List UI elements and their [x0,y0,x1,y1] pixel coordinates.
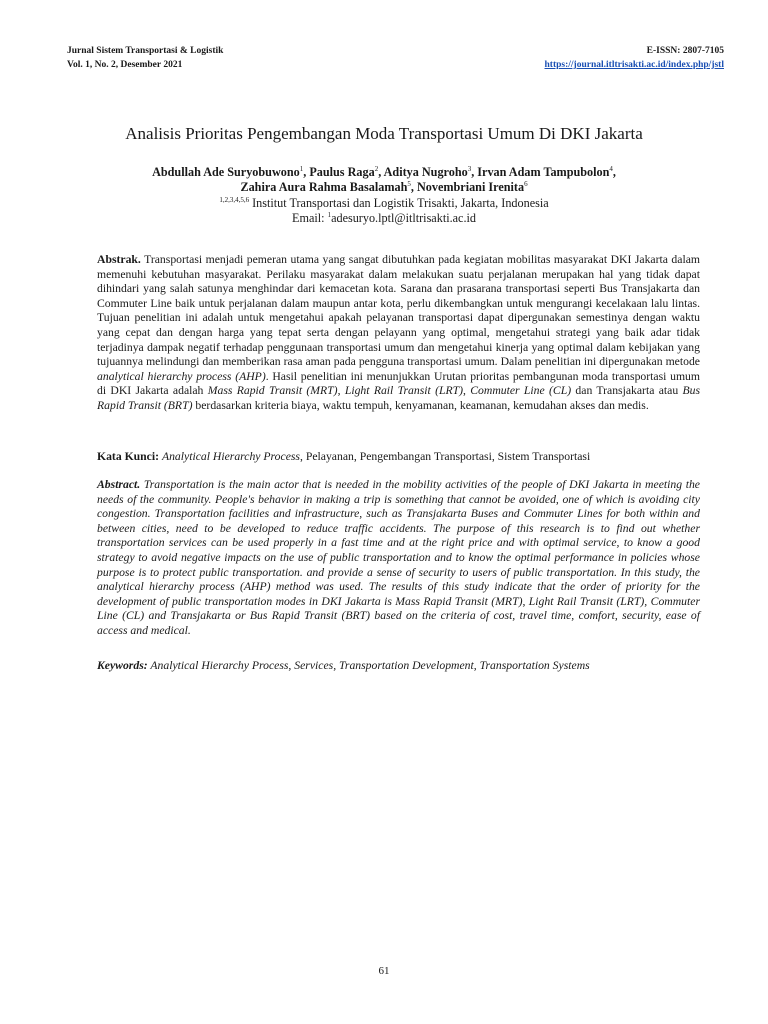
author-sup: 1 [299,165,304,173]
author-sup: 5 [407,180,411,188]
abstrak-text: . Hasil penelitian ini menunjukkan Urutan prioritas pembangunan moda transportasi umum di DKI Jakarta adalah [97,369,700,398]
author-name: Novembriani Irenita [416,180,525,194]
keywords-english [97,659,700,674]
email-label: Email: [292,211,328,225]
abstract-text: Transportation is the main actor that is needed in the mobility activities of the people of DKI Jakarta in meeting the needs of the community. People's behavior in making a trip is something that cannot be avoided, one of which is avoiding city congestion. Transportation facilities and infrastructure, such as Transjakarta Buses and Commuter Lines for both within and between cities, need to be developed to reduce traffic accidents. The purpose of this research is to find out whether transportation services can be used properly in a fast time and at the right price and with optimal service, to know a good strategy to avoid negative impacts on the use of public transportation and to know the optimal performance in policies whose purpose is to protect public transportation. and provide a sense of security to users of public transportation. In this study, the analytical hierarchy process (AHP) method was used. The results of this study indicate that the order of priority for the development of public transportation modes in DKI Jakarta is Mass Rapid Transit (MRT), Light Rail Transit (LRT), Commuter Line (CL) and Transjakarta or Bus Rapid Transit (BRT) based on the criteria of cost, travel time, comfort, security, ease of access and medical. [97,478,700,637]
abstrak-cl-term: Commuter Line (CL) [470,384,572,398]
author-email[interactable]: adesuryo.lptl@itltrisakti.ac.id [331,211,476,225]
abstrak-lrt-term: Light Rail Transit (LRT) [344,384,463,398]
journal-volume: Vol. 1, No. 2, Desember 2021 [67,60,183,70]
abstract-english [97,478,700,639]
abstrak-text: Transportasi menjadi pemeran utama yang sangat dibutuhkan pada kegiatan mobilitas masyarakat DKI Jakarta dalam memenuhi kebutuhan masyarakat. Perilaku masyarakat dalam melakukan suatu perjalanan merupakan hal yang tidak dapat dihindari yang salah satunya menghindar dari kemacetan kota. Sarana dan prasarana transportasi seperti Bus Transjakarta dan Commuter Line baik untuk perjalanan dalam maupun antar kota, perlu dikembangkan untuk mengurangi kecelakaan lalu lintas. Tujuan penelitian ini adalah untuk mengetahui apakah pelayanan transportasi dapat dipergunakan semestinya dengan waktu yang cepat dan dengan harga yang tepat serta dengan pelayann yang optimal, mengetahui strategi yang baik adar tidak terjadinya dampak negatif terhadap penggunaan transportasi umum dan mengetahui kinerja yang optimal dalam kebijakan yang tujuannya melindungi dan memberikan rasa aman pada pengguna transportasi umum. Dalam penelitian ini dipergunakan metode [97,253,700,369]
abstrak-text: , [463,384,471,398]
abstrak-text: , [337,384,345,398]
kata-kunci-text: , Pelayanan, Pengembangan Transportasi, Sistem Transportasi [299,450,591,463]
page-number: 61 [378,965,390,977]
journal-identifiers [545,44,724,72]
author-separator: , [612,165,616,179]
author-separator: , [378,165,384,179]
journal-url-link[interactable]: https://journal.itltrisakti.ac.id/index.php/jstl [544,60,724,70]
paper-title: Analisis Prioritas Pengembangan Moda Transportasi Umum Di DKI Jakarta [125,124,643,143]
author-sup: 6 [524,180,528,188]
journal-name: Jurnal Sistem Transportasi & Logistik [67,46,224,56]
author-separator: , [303,165,310,179]
author-separator: , [410,180,417,194]
author-sup: 2 [374,165,379,173]
institution-line [67,196,701,211]
author-name: Abdullah Ade Suryobuwono [152,165,300,179]
author-name: Aditya Nugroho [383,165,468,179]
abstrak-text: dan Transjakarta atau [571,384,683,398]
abstract-indonesian [97,253,700,414]
author-sup: 4 [609,165,613,173]
kata-kunci-label: Kata Kunci: [97,450,160,463]
abstrak-label: Abstrak. [97,253,141,266]
abstrak-brt-term: Bus Rapid Transit (BRT) [97,384,701,412]
author-separator: , [471,165,478,179]
affiliation [67,196,701,226]
abstrak-mrt-term: Mass Rapid Transit (MRT) [207,384,338,398]
affiliation-sup: 1,2,3,4,5,6 [219,196,250,204]
author-name: Paulus Raga [309,165,375,179]
keywords-label: Keywords: [97,659,148,672]
journal-issn: E-ISSN: 2807-7105 [646,46,724,56]
institution-name: Institut Transportasi dan Logistik Trisakti, Jakarta, Indonesia [249,196,549,210]
kata-kunci [97,450,700,465]
author-name: Irvan Adam Tampubolon [477,165,610,179]
keywords-text: Analytical Hierarchy Process, Services, Transportation Development, Transportation Systems [147,659,590,672]
abstract-label: Abstract. [97,478,141,491]
journal-header [67,44,223,72]
author-sup: 3 [467,165,472,173]
email-sup: 1 [327,211,332,219]
email-line [67,211,701,226]
author-list [67,165,701,195]
kata-kunci-ahp: Analytical Hierarchy Process [161,450,300,463]
abstrak-text: berdasarkan kriteria biaya, waktu tempuh, kenyamanan, keamanan, kemudahan akses dan medis. [192,398,649,412]
author-name: Zahira Aura Rahma Basalamah [240,180,408,194]
abstrak-ahp-term: analytical hierarchy process (AHP) [97,369,266,383]
